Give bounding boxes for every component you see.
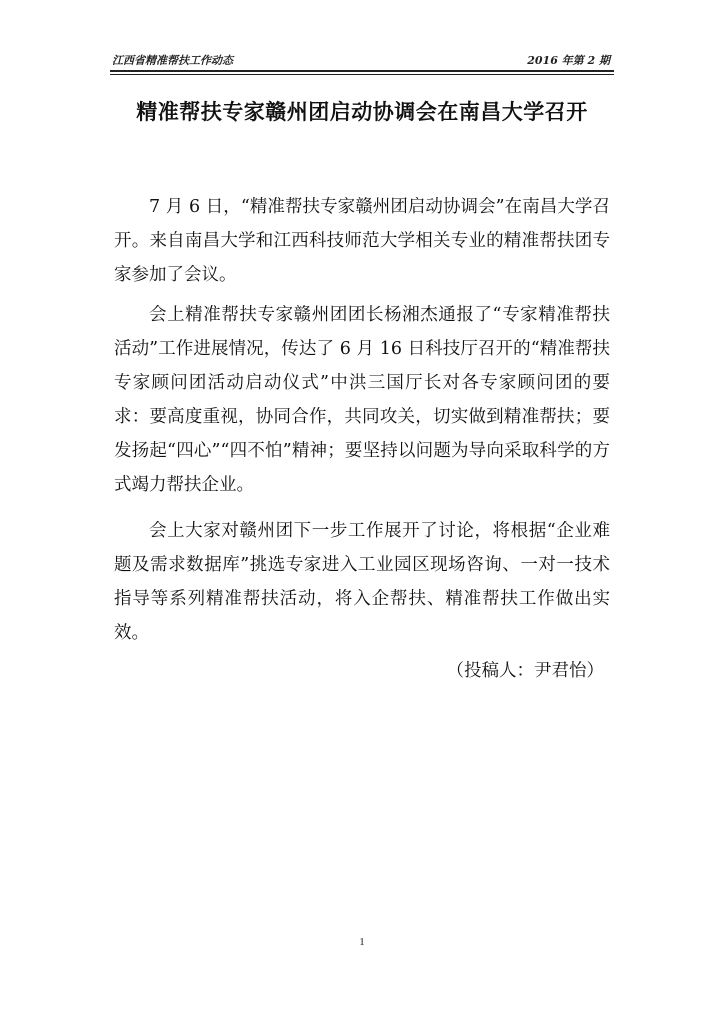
header-rule-thin [110, 74, 614, 75]
page-header [110, 48, 614, 70]
header-publication-name: 江西省精准帮扶工作动态 [112, 54, 233, 67]
article-body [114, 190, 610, 688]
article-paragraph: 会上大家对赣州团下一步工作展开了讨论，将根据“企业难题及需求数据库”挑选专家进入工业园区现场咨询、一对一技术指导等系列精准帮扶活动，将入企帮扶、精准帮扶工作做出实效。 [114, 521, 610, 643]
article-paragraph: 会上精准帮扶专家赣州团团长杨湘杰通报了“专家精准帮扶活动”工作进展情况，传达了 6 月 16 日科技厅召开的“精准帮扶专家顾问团活动启动仪式”中洪三国厅长对各专家顾问团的要求：要高度重视，协同合作，共同攻关，切实做到精准帮扶；要发扬起“四心”“四不怕”精神；要坚持以问题为导向采取科学的方式竭力帮扶企业。 [114, 305, 610, 495]
article-title: 精准帮扶专家赣州团启动协调会在南昌大学召开 [136, 100, 588, 124]
article-paragraph: 7 月 6 日，“精准帮扶专家赣州团启动协调会”在南昌大学召开。来自南昌大学和江西科技师范大学相关专业的精准帮扶团专家参加了会议。 [114, 197, 610, 285]
contributor-signature: （投稿人：尹君怡） [446, 661, 604, 681]
header-rule-thick [110, 70, 614, 72]
page-number: 1 [359, 936, 365, 948]
header-issue-number: 2016 年第 2 期 [527, 54, 610, 67]
